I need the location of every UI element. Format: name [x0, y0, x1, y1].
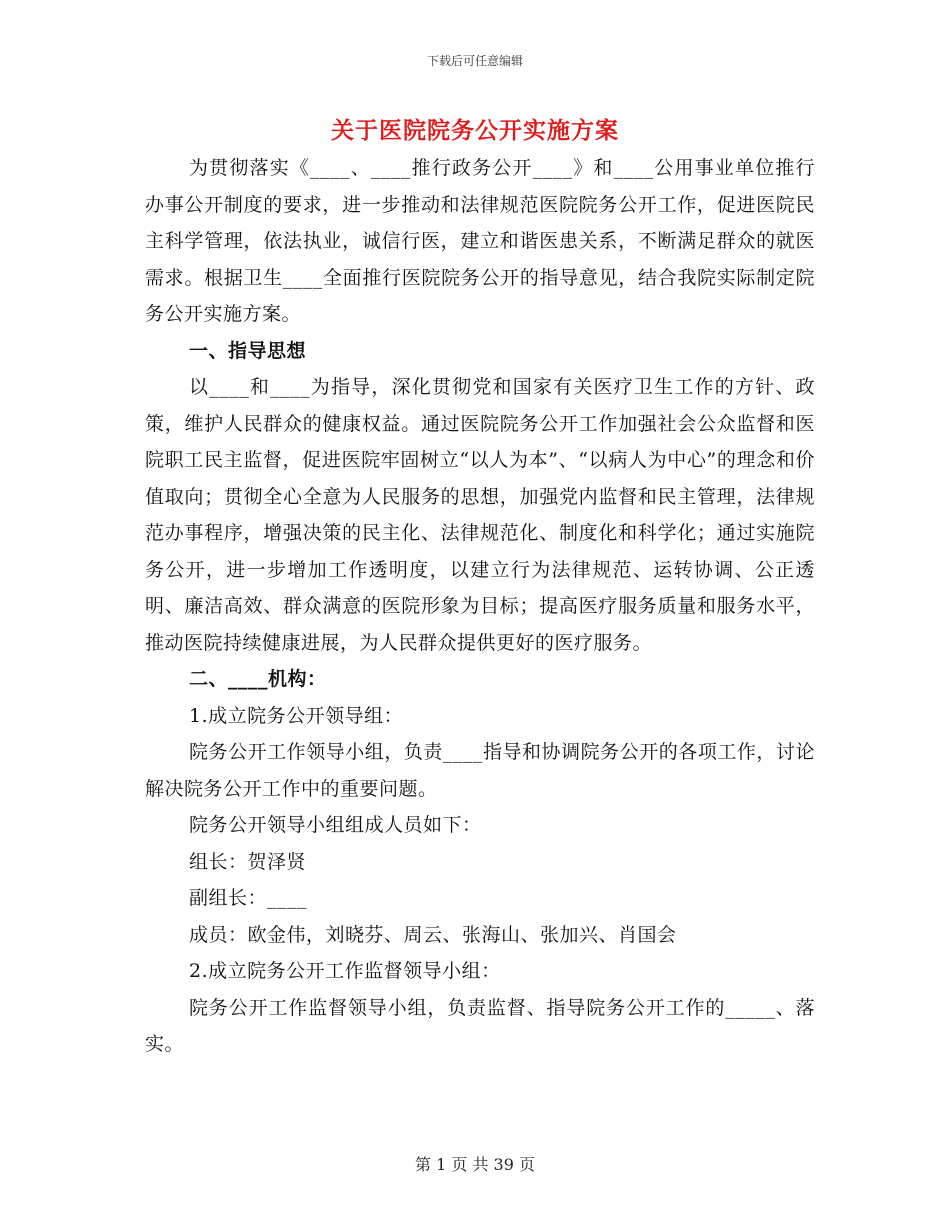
- page-footer: 第 1 页 共 39 页: [415, 1155, 535, 1174]
- document-title: 关于医院院务公开实施方案: [331, 117, 619, 144]
- document-body: [145, 150, 815, 1063]
- header-note: 下载后可任意编辑: [426, 54, 523, 68]
- section-heading-organization: 二、____机构：: [189, 668, 327, 690]
- members-line: 成员：欧金伟，刘晓芬、周云、张海山、张加兴、肖国会: [189, 923, 677, 946]
- item-1-paragraph: 院务公开工作领导小组，负责____指导和协调院务公开的各项工作，讨论解决院务公开工作中的重要问题。: [145, 741, 815, 800]
- members-intro: 院务公开领导小组组成人员如下：: [189, 814, 482, 836]
- item-2-heading: 2.成立院务公开工作监督领导小组：: [189, 960, 501, 982]
- guiding-ideology-paragraph: 以____和____为指导，深化贯彻党和国家有关医疗卫生工作的方针、政策，维护人民群众的健康权益。通过医院院务公开工作加强社会公众监督和医院职工民主监督，促进医院牢固树立“以人为本”、“以病人为中心”的理念和价值取向；贯彻全心全意为人民服务的思想，加强党内监督和民主管理，法律规范办事程序，增强决策的民主化、法律规范化、制度化和科学化；通过实施院务公开，进一步增加工作透明度，以建立行为法律规范、运转协调、公正透明、廉洁高效、群众满意的医院形象为目标；提高医疗服务质量和服务水平，推动医院持续健康进展，为人民群众提供更好的医疗服务。: [145, 376, 815, 654]
- item-1-heading: 1.成立院务公开领导组：: [189, 704, 404, 727]
- deputy-leader-line: 副组长：____: [189, 887, 308, 909]
- section-heading-guiding-ideology: 一、指导思想: [189, 339, 307, 362]
- item-2-paragraph: 院务公开工作监督领导小组，负责监督、指导院务公开工作的_____、落实。: [145, 996, 815, 1055]
- leader-line: 组长：贺泽贤: [189, 850, 307, 873]
- intro-paragraph: 为贯彻落实《____、____推行政务公开____》和____公用事业单位推行办事公开制度的要求，进一步推动和法律规范医院院务公开工作，促进医院民主科学管理，依法执业，诚信行医，建立和谐医患关系，不断满足群众的就医需求。根据卫生____全面推行医院院务公开的指导意见，结合我院实际制定院务公开实施方案。: [145, 157, 815, 325]
